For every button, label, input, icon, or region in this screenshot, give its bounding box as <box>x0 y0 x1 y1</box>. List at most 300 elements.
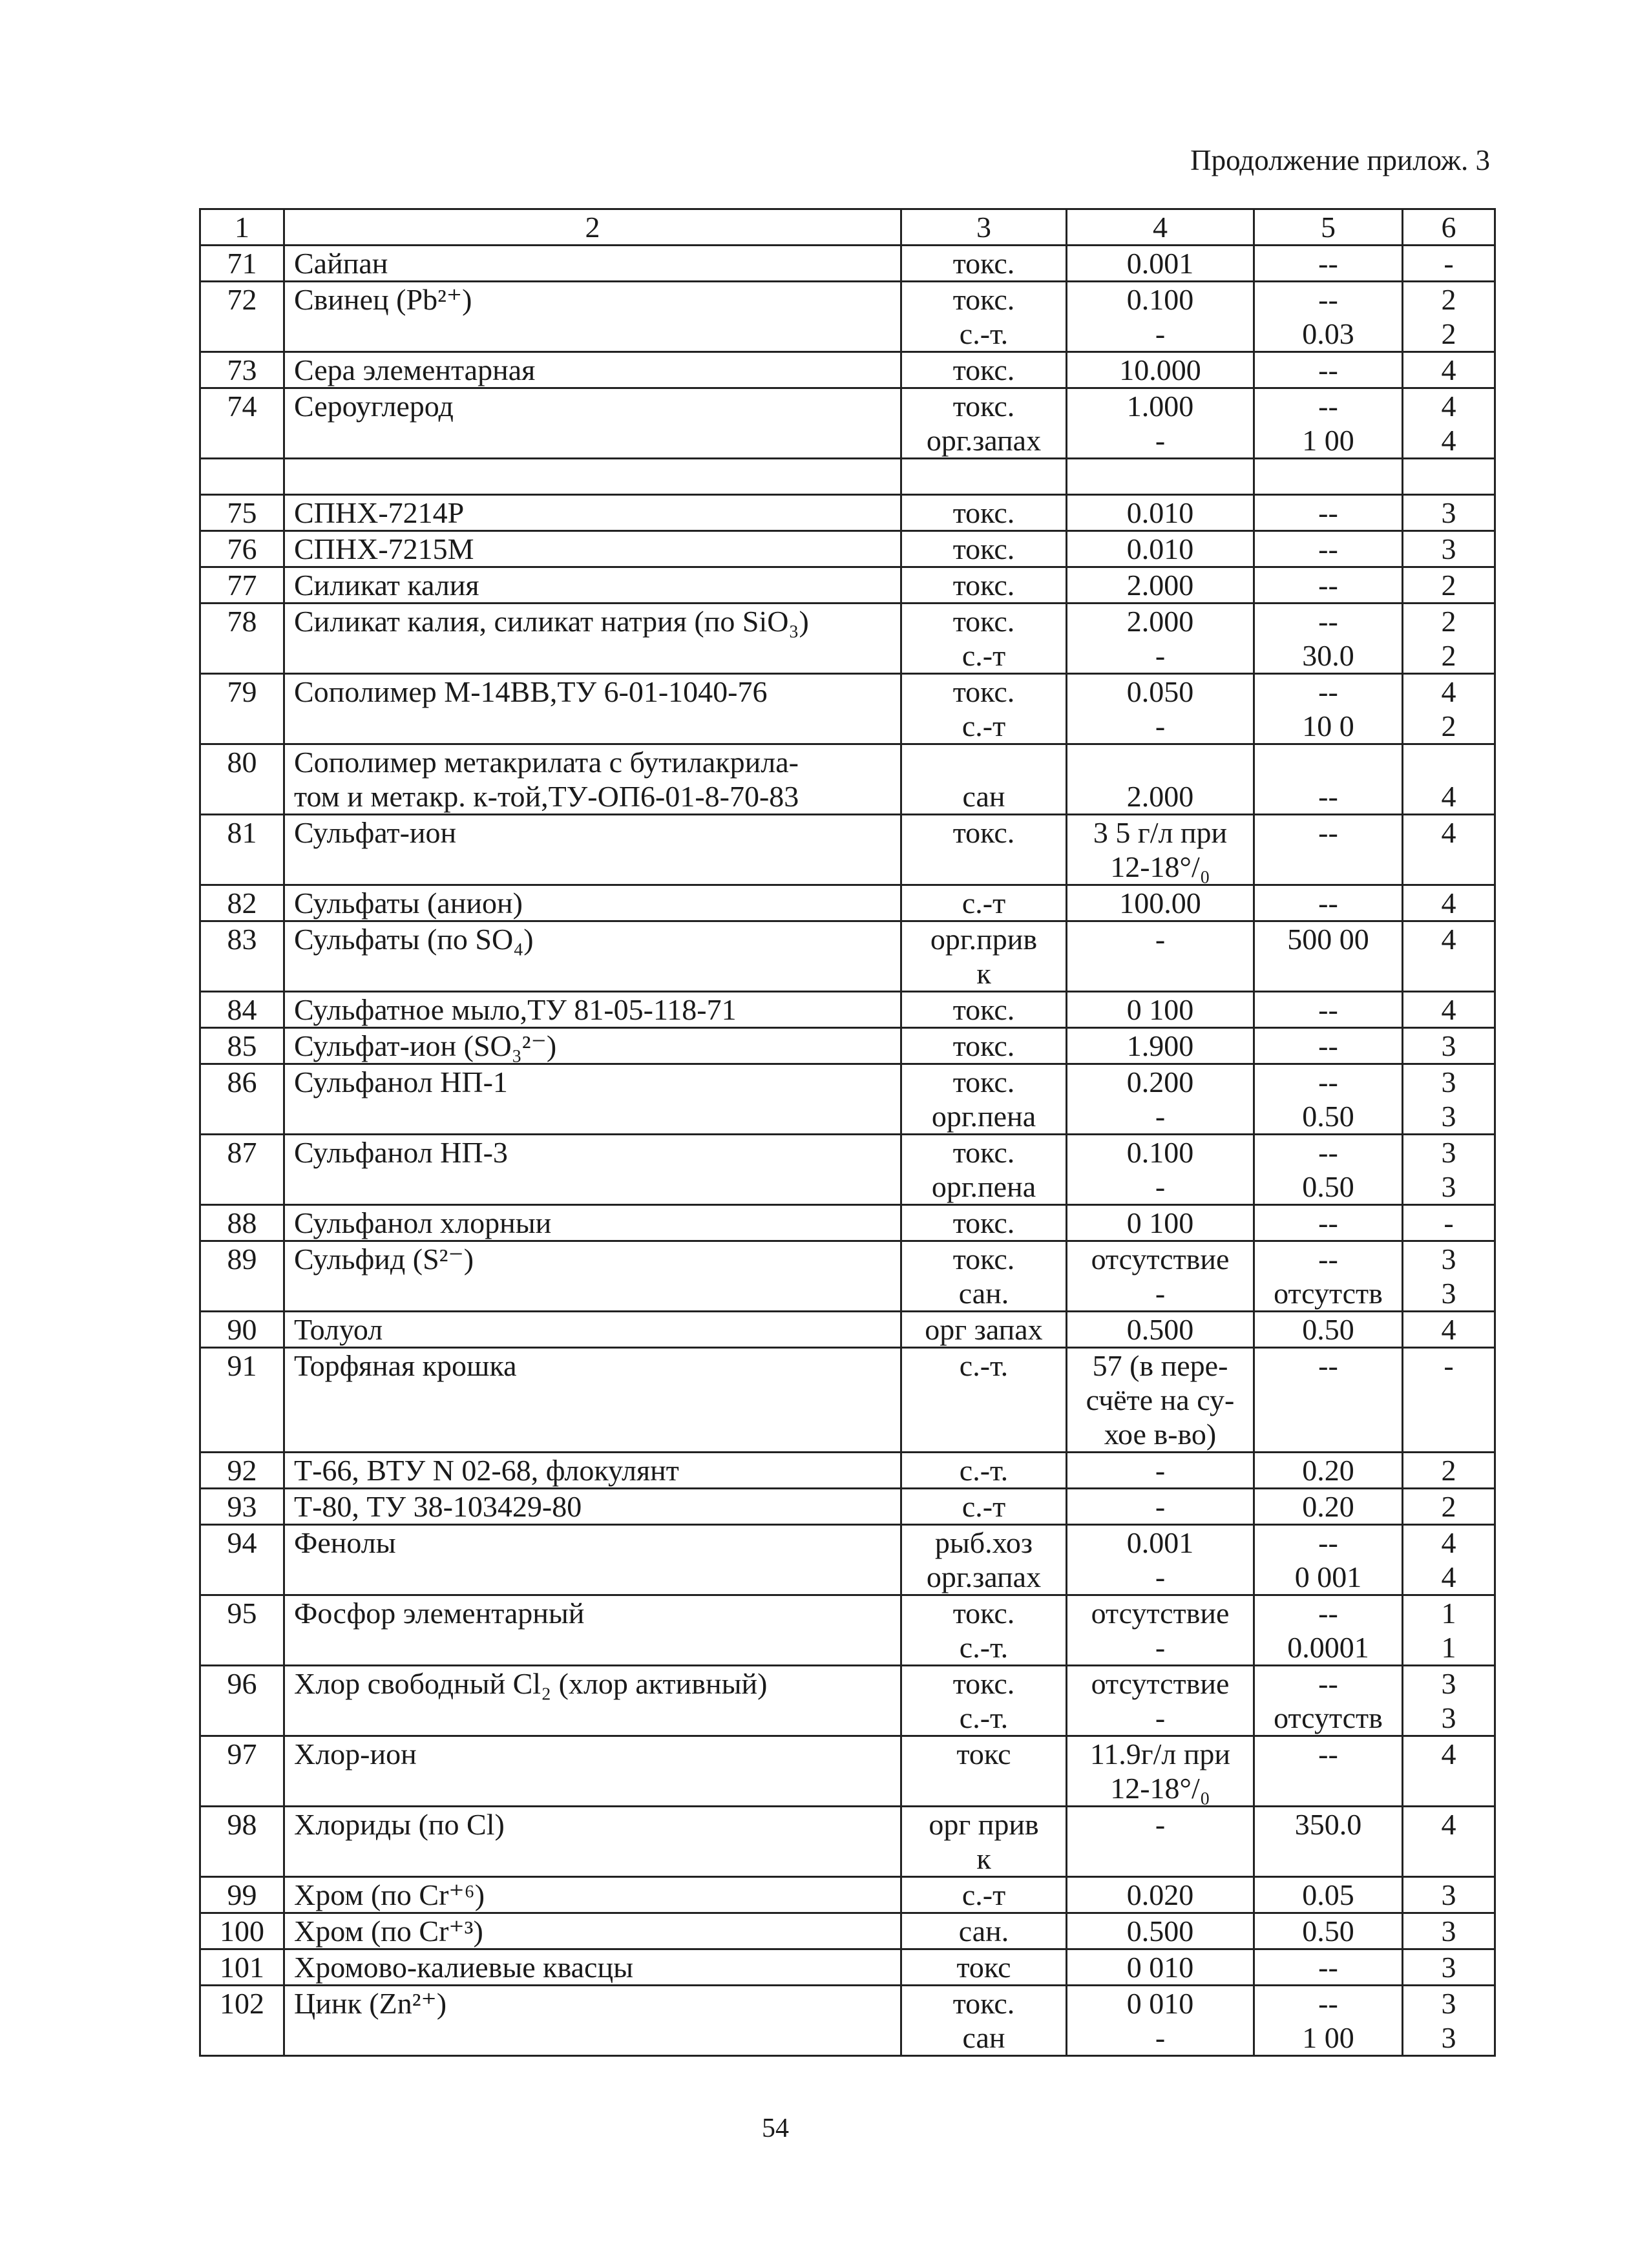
substance-name-cell <box>284 1736 901 1807</box>
table-row <box>200 1666 1495 1736</box>
value-col4-cell <box>1067 1913 1254 1949</box>
value-col4-cell <box>1067 1135 1254 1205</box>
substance-name <box>294 459 894 494</box>
substance-name: Сульфат-ион (SO₃²⁻) <box>294 1029 557 1062</box>
row-number-cell <box>200 1241 284 1312</box>
substance-name: Сульфаты (анион) <box>294 887 523 919</box>
value-col5-cell <box>1254 1205 1403 1241</box>
substance-name-cell <box>284 1666 901 1736</box>
hazard-class-cell <box>1403 1986 1495 2056</box>
value-col5: 0.0001 <box>1287 1631 1369 1664</box>
indicator-type: токс. <box>952 816 1015 849</box>
hazard-class: 4 <box>1441 353 1456 386</box>
table-row <box>200 352 1495 388</box>
value-col4-cell <box>1067 674 1254 744</box>
hazard-class-cell <box>1403 459 1495 495</box>
table-row <box>200 1913 1495 1949</box>
value-col5: -- <box>1318 496 1338 529</box>
value-col5: -- <box>1318 1206 1338 1239</box>
substance-name: том и метакр. к-той,ТУ-ОП6-01-8-70-83 <box>294 780 799 813</box>
row-number: 102 <box>220 1987 264 2020</box>
table-row <box>200 1064 1495 1135</box>
value-col4: - <box>1155 923 1166 956</box>
hazard-class: - <box>1444 247 1454 280</box>
value-col4-cell <box>1067 744 1254 815</box>
hazard-class: 2 <box>1441 283 1456 316</box>
value-col5: -- <box>1318 1987 1338 2020</box>
row-number-cell <box>200 744 284 815</box>
value-col4: 0.001 <box>1126 247 1194 280</box>
indicator-type-cell <box>901 992 1067 1028</box>
value-col5: 0.50 <box>1302 1170 1354 1203</box>
substance-name: Сульфатное мыло,ТУ 81-05-118-71 <box>294 993 737 1026</box>
value-col5-cell <box>1254 459 1403 495</box>
table-body <box>200 246 1495 2056</box>
value-col4: 10.000 <box>1119 353 1201 386</box>
row-number-cell <box>200 1986 284 2056</box>
hazard-class <box>1410 745 1487 779</box>
hazard-class: 3 <box>1441 1243 1456 1276</box>
value-col4-cell <box>1067 495 1254 531</box>
value-col4: - <box>1155 1808 1166 1841</box>
row-number: 76 <box>227 532 257 565</box>
row-number: 91 <box>227 1349 257 1382</box>
table-row <box>200 1595 1495 1666</box>
indicator-type: с.-т. <box>959 1349 1009 1382</box>
value-col5: -- <box>1318 569 1338 602</box>
value-col5-cell <box>1254 744 1403 815</box>
value-col5: -- <box>1318 675 1338 708</box>
value-col4: 0 010 <box>1126 1951 1194 1984</box>
hazard-class: 4 <box>1441 923 1456 956</box>
value-col4-cell <box>1067 1949 1254 1986</box>
indicator-type: орг.пена <box>931 1100 1036 1133</box>
value-col5-cell <box>1254 992 1403 1028</box>
value-col4-cell <box>1067 1877 1254 1913</box>
indicator-type: токс. <box>952 532 1015 565</box>
indicator-type: с.-т <box>961 1878 1006 1911</box>
value-col5: отсутств <box>1274 1701 1383 1734</box>
value-col5-cell <box>1254 1949 1403 1986</box>
indicator-type: токс. <box>952 1029 1015 1062</box>
value-col5: -- <box>1318 1738 1338 1770</box>
row-number-cell <box>200 459 284 495</box>
hazard-class-cell <box>1403 567 1495 604</box>
substance-name: СПНХ-7214Р <box>294 496 465 529</box>
row-number-cell <box>200 1489 284 1525</box>
indicator-type-cell <box>901 674 1067 744</box>
indicator-type-cell <box>901 352 1067 388</box>
substance-name: Фосфор элементарный <box>294 1597 585 1630</box>
table-row <box>200 1736 1495 1807</box>
substance-name: Хлор-ион <box>294 1738 417 1770</box>
substance-name-cell <box>284 1312 901 1348</box>
indicator-type: токс. <box>952 1667 1015 1700</box>
indicator-type-cell <box>901 744 1067 815</box>
row-number: 75 <box>227 496 257 529</box>
table-row <box>200 1453 1495 1489</box>
value-col4-cell <box>1067 885 1254 921</box>
indicator-type: токс. <box>952 247 1015 280</box>
indicator-type: токс. <box>952 993 1015 1026</box>
value-col5: 0.20 <box>1302 1490 1354 1523</box>
table-row <box>200 1877 1495 1913</box>
row-number-cell <box>200 921 284 992</box>
value-col4: - <box>1155 709 1166 742</box>
indicator-type-cell <box>901 388 1067 459</box>
indicator-type-cell <box>901 1312 1067 1348</box>
hazard-class: 3 <box>1441 1170 1456 1203</box>
value-col4: 2.000 <box>1126 780 1194 813</box>
value-col4: - <box>1155 1631 1166 1664</box>
substance-name: Фенолы <box>294 1526 396 1559</box>
hazard-class: 3 <box>1441 496 1456 529</box>
substance-name: Сульфаты (по SO₄) <box>294 923 534 956</box>
indicator-type-cell <box>901 246 1067 282</box>
substance-name-cell <box>284 604 901 674</box>
row-number-cell <box>200 567 284 604</box>
indicator-type: орг.запах <box>926 424 1042 457</box>
indicator-type: токс <box>956 1738 1011 1770</box>
hazard-class <box>1410 459 1487 494</box>
indicator-type: токс. <box>952 390 1015 423</box>
value-col5: -- <box>1318 1243 1338 1276</box>
substance-name-cell <box>284 674 901 744</box>
hazard-class: 2 <box>1441 1490 1456 1523</box>
substance-name-cell <box>284 744 901 815</box>
indicator-type: токс. <box>952 353 1015 386</box>
hazard-class: 4 <box>1441 1313 1456 1346</box>
table-row <box>200 246 1495 282</box>
substance-name-cell <box>284 1986 901 2056</box>
value-col5-cell <box>1254 531 1403 567</box>
value-col4: 0.001 <box>1126 1526 1194 1559</box>
value-col5: 0.50 <box>1302 1100 1354 1133</box>
hazard-class: 3 <box>1441 1951 1456 1984</box>
substance-name-cell <box>284 1913 901 1949</box>
table-row <box>200 744 1495 815</box>
hazard-class: - <box>1444 1349 1454 1382</box>
value-col5-cell <box>1254 1064 1403 1135</box>
value-col5-cell <box>1254 1489 1403 1525</box>
substance-name: Торфяная крошка <box>294 1349 517 1382</box>
substance-name-cell <box>284 567 901 604</box>
substance-name-cell <box>284 282 901 352</box>
value-col4-cell <box>1067 1028 1254 1064</box>
hazard-class: 4 <box>1441 816 1456 849</box>
value-col5-cell <box>1254 1028 1403 1064</box>
substance-name: Хром (по Cr⁺⁶) <box>294 1878 485 1911</box>
hazard-class: 3 <box>1441 2021 1456 2054</box>
value-col5-cell <box>1254 1525 1403 1595</box>
hazard-class: 4 <box>1441 1808 1456 1841</box>
row-number: 74 <box>227 390 257 423</box>
value-col5: -- <box>1318 283 1338 316</box>
value-col4: 0 010 <box>1126 1987 1194 2020</box>
value-col5-cell <box>1254 1913 1403 1949</box>
table-row <box>200 1807 1495 1877</box>
hazard-class: 2 <box>1441 709 1456 742</box>
row-number-cell <box>200 531 284 567</box>
hazard-class: - <box>1444 1206 1454 1239</box>
indicator-type: орг запах <box>925 1313 1043 1346</box>
value-col4-cell <box>1067 1666 1254 1736</box>
value-col4: хое в-во) <box>1104 1418 1217 1451</box>
value-col5: -- <box>1318 390 1338 423</box>
substance-name-cell <box>284 1205 901 1241</box>
value-col5-cell <box>1254 1348 1403 1453</box>
hazard-class-cell <box>1403 674 1495 744</box>
hazard-class-cell <box>1403 1666 1495 1736</box>
substance-name: Сульфид (S²⁻) <box>294 1243 474 1276</box>
value-col5-cell <box>1254 1241 1403 1312</box>
table-row <box>200 1348 1495 1453</box>
indicator-type-cell <box>901 1736 1067 1807</box>
value-col4: - <box>1155 1100 1166 1133</box>
hazard-class-cell <box>1403 815 1495 885</box>
value-col5: -- <box>1318 1951 1338 1984</box>
indicator-type: токс. <box>952 605 1015 638</box>
row-number-cell <box>200 1064 284 1135</box>
substance-name-cell <box>284 388 901 459</box>
value-col5: -- <box>1318 1597 1338 1630</box>
hazard-class-cell <box>1403 1949 1495 1986</box>
row-number: 73 <box>227 353 257 386</box>
value-col4-cell <box>1067 1807 1254 1877</box>
indicator-type: орг.пена <box>931 1170 1036 1203</box>
indicator-type-cell <box>901 1949 1067 1986</box>
row-number: 100 <box>220 1915 264 1948</box>
hazard-class-cell <box>1403 1064 1495 1135</box>
value-col5-cell <box>1254 815 1403 885</box>
indicator-type: орг.запах <box>926 1560 1042 1593</box>
hazard-class-cell <box>1403 495 1495 531</box>
indicator-type: токс. <box>952 569 1015 602</box>
row-number-cell <box>200 992 284 1028</box>
row-number-cell <box>200 1525 284 1595</box>
value-col5: отсутств <box>1274 1277 1383 1310</box>
hazard-class: 4 <box>1441 780 1456 813</box>
row-number-cell <box>200 1205 284 1241</box>
substance-name: Сополимер метакрилата с бутилакрила- <box>294 746 799 779</box>
indicator-type-cell <box>901 1666 1067 1736</box>
indicator-type: с.-т <box>961 887 1006 919</box>
row-number-cell <box>200 352 284 388</box>
row-number: 79 <box>227 675 257 708</box>
row-number: 84 <box>227 993 257 1026</box>
value-col5: -- <box>1318 780 1338 813</box>
hazard-class: 3 <box>1441 1029 1456 1062</box>
table-row <box>200 1489 1495 1525</box>
substances-table <box>199 208 1496 2057</box>
indicator-type: к <box>976 1842 991 1875</box>
substance-name-cell <box>284 1064 901 1135</box>
hazard-class-cell <box>1403 352 1495 388</box>
row-number: 77 <box>227 569 257 602</box>
substance-name: Сероуглерод <box>294 390 454 423</box>
value-col4 <box>1074 745 1246 779</box>
value-col5: 0 001 <box>1294 1560 1362 1593</box>
indicator-type-cell <box>901 1525 1067 1595</box>
indicator-type: токс <box>956 1951 1011 1984</box>
column-header: 1 <box>200 209 284 246</box>
indicator-type: сан <box>962 780 1005 813</box>
value-col5: -- <box>1318 1526 1338 1559</box>
value-col5: -- <box>1318 1066 1338 1098</box>
row-number-cell <box>200 1595 284 1666</box>
row-number: 82 <box>227 887 257 919</box>
row-number: 99 <box>227 1878 257 1911</box>
hazard-class-cell <box>1403 1028 1495 1064</box>
row-number-cell <box>200 1028 284 1064</box>
table-row <box>200 567 1495 604</box>
substance-name-cell <box>284 1241 901 1312</box>
hazard-class: 4 <box>1441 887 1456 919</box>
hazard-class: 3 <box>1441 1136 1456 1169</box>
value-col4: 12-18°/₀ <box>1110 850 1210 883</box>
substance-name-cell <box>284 352 901 388</box>
hazard-class-cell <box>1403 604 1495 674</box>
hazard-class: 2 <box>1441 1454 1456 1487</box>
column-header: 4 <box>1067 209 1254 246</box>
row-number-cell <box>200 1949 284 1986</box>
indicator-type: сан <box>962 2021 1005 2054</box>
hazard-class: 3 <box>1441 1701 1456 1734</box>
indicator-type-cell <box>901 1913 1067 1949</box>
hazard-class: 3 <box>1441 1100 1456 1133</box>
value-col4: 2.000 <box>1126 569 1194 602</box>
value-col5: 350.0 <box>1294 1808 1362 1841</box>
hazard-class: 3 <box>1441 1878 1456 1911</box>
row-number-cell <box>200 246 284 282</box>
value-col4: отсутствие <box>1091 1243 1230 1276</box>
row-number: 72 <box>227 283 257 316</box>
value-col5: -- <box>1318 247 1338 280</box>
value-col5 <box>1261 745 1395 779</box>
hazard-class: 1 <box>1441 1631 1456 1664</box>
value-col4: 11.9г/л при <box>1089 1738 1231 1770</box>
value-col4-cell <box>1067 1595 1254 1666</box>
value-col4-cell <box>1067 1205 1254 1241</box>
table-row <box>200 992 1495 1028</box>
indicator-type-cell <box>901 1028 1067 1064</box>
hazard-class: 3 <box>1441 532 1456 565</box>
substance-name-cell <box>284 459 901 495</box>
value-col5-cell <box>1254 352 1403 388</box>
hazard-class: 3 <box>1441 1667 1456 1700</box>
indicator-type-cell <box>901 1877 1067 1913</box>
substance-name: Т-80, ТУ 38-103429-80 <box>294 1490 582 1523</box>
row-number-cell <box>200 885 284 921</box>
row-number: 94 <box>227 1526 257 1559</box>
indicator-type: с.-т. <box>959 1454 1009 1487</box>
hazard-class: 3 <box>1441 1915 1456 1948</box>
indicator-type: токс. <box>952 496 1015 529</box>
indicator-type-cell <box>901 531 1067 567</box>
row-number-cell <box>200 1135 284 1205</box>
value-col5: -- <box>1318 605 1338 638</box>
indicator-type-cell <box>901 1205 1067 1241</box>
row-number: 87 <box>227 1136 257 1169</box>
hazard-class: 2 <box>1441 317 1456 350</box>
substance-name: Сополимер М-14ВВ,ТУ 6-01-1040-76 <box>294 675 768 708</box>
row-number <box>207 459 277 494</box>
indicator-type-cell <box>901 1453 1067 1489</box>
row-number: 80 <box>227 746 257 779</box>
hazard-class-cell <box>1403 531 1495 567</box>
value-col5: -- <box>1318 993 1338 1026</box>
substance-name: Сульфат-ион <box>294 816 457 849</box>
column-header: 6 <box>1403 209 1495 246</box>
value-col5-cell <box>1254 1135 1403 1205</box>
value-col4-cell <box>1067 815 1254 885</box>
substance-name-cell <box>284 1877 901 1913</box>
value-col4-cell <box>1067 567 1254 604</box>
table-row <box>200 604 1495 674</box>
value-col4: 0.500 <box>1126 1313 1194 1346</box>
row-number: 97 <box>227 1738 257 1770</box>
hazard-class: 4 <box>1441 1738 1456 1770</box>
value-col5: -- <box>1318 1029 1338 1062</box>
row-number-cell <box>200 674 284 744</box>
row-number: 81 <box>227 816 257 849</box>
value-col5-cell <box>1254 1986 1403 2056</box>
indicator-type-cell <box>901 1595 1067 1666</box>
value-col5-cell <box>1254 1736 1403 1807</box>
value-col4: 0.200 <box>1126 1066 1194 1098</box>
value-col4: 0.100 <box>1126 283 1194 316</box>
substance-name-cell <box>284 531 901 567</box>
value-col4: 0.500 <box>1126 1915 1194 1948</box>
row-number-cell <box>200 1913 284 1949</box>
indicator-type-cell <box>901 1348 1067 1453</box>
indicator-type-cell <box>901 1241 1067 1312</box>
indicator-type: к <box>976 957 991 990</box>
value-col5-cell <box>1254 1666 1403 1736</box>
indicator-type: токс. <box>952 283 1015 316</box>
value-col5: 0.05 <box>1302 1878 1354 1911</box>
indicator-type-cell <box>901 567 1067 604</box>
table-row <box>200 1205 1495 1241</box>
indicator-type-cell <box>901 1489 1067 1525</box>
value-col5: 1 00 <box>1302 424 1354 457</box>
value-col4: отсутствие <box>1091 1667 1230 1700</box>
value-col4: - <box>1155 1701 1166 1734</box>
row-number-cell <box>200 1877 284 1913</box>
value-col4-cell <box>1067 1525 1254 1595</box>
column-header: 2 <box>284 209 901 246</box>
value-col4-cell <box>1067 992 1254 1028</box>
substance-name-cell <box>284 1949 901 1986</box>
row-number: 85 <box>227 1029 257 1062</box>
value-col4: 0 100 <box>1126 993 1194 1026</box>
row-number-cell <box>200 388 284 459</box>
table-row <box>200 815 1495 885</box>
table-row <box>200 531 1495 567</box>
substance-name: Т-66, ВТУ N 02-68, флокулянт <box>294 1454 679 1487</box>
value-col5: -- <box>1318 887 1338 919</box>
substance-name-cell <box>284 1028 901 1064</box>
value-col4: - <box>1155 1277 1166 1310</box>
hazard-class-cell <box>1403 1489 1495 1525</box>
substance-name-cell <box>284 1135 901 1205</box>
indicator-type: орг прив <box>929 1808 1039 1841</box>
value-col4-cell <box>1067 282 1254 352</box>
value-col5: -- <box>1318 1667 1338 1700</box>
hazard-class: 2 <box>1441 569 1456 602</box>
indicator-type-cell <box>901 885 1067 921</box>
value-col5: 0.50 <box>1302 1915 1354 1948</box>
